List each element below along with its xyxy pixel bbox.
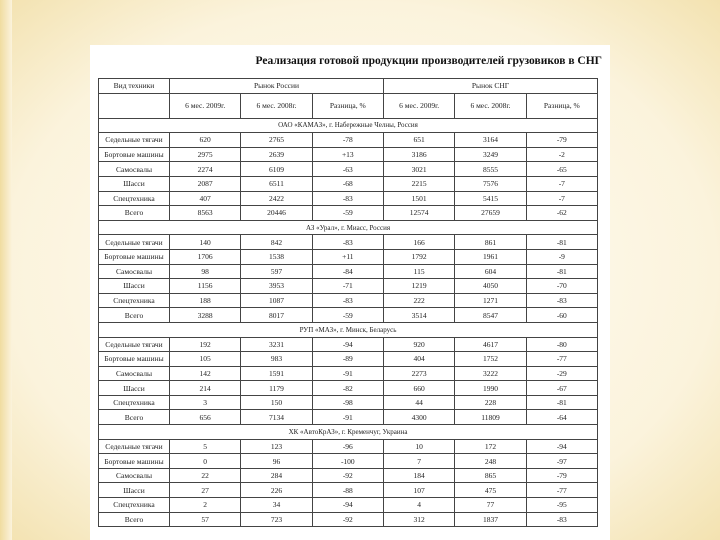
table-cell: 222	[383, 293, 454, 308]
table-cell: 651	[383, 133, 454, 148]
header-col: Разница, %	[312, 93, 383, 118]
table-cell: 140	[170, 235, 241, 250]
row-label: Самосвалы	[99, 468, 170, 483]
row-label: Бортовые машины	[99, 147, 170, 162]
table-cell: -94	[312, 337, 383, 352]
row-label: Самосвалы	[99, 264, 170, 279]
table-cell: -2	[526, 147, 597, 162]
sales-table	[98, 78, 598, 527]
table-cell: 8547	[455, 308, 526, 323]
table-cell: -95	[526, 498, 597, 513]
table-row	[99, 293, 598, 308]
table-cell: -29	[526, 366, 597, 381]
table-cell: 2	[170, 498, 241, 513]
table-cell: 184	[383, 468, 454, 483]
table-cell: -63	[312, 162, 383, 177]
table-cell: 2215	[383, 176, 454, 191]
header-russia: Рынок России	[170, 79, 384, 94]
table-cell: -71	[312, 279, 383, 294]
table-cell: -89	[312, 352, 383, 367]
table-cell: -78	[312, 133, 383, 148]
section-row	[99, 425, 598, 440]
table-row	[99, 147, 598, 162]
table-cell: 22	[170, 468, 241, 483]
table-cell: -97	[526, 454, 597, 469]
table-row	[99, 395, 598, 410]
table-cell: 407	[170, 191, 241, 206]
table-cell: 1271	[455, 293, 526, 308]
table-cell: -83	[312, 293, 383, 308]
table-row	[99, 264, 598, 279]
table-cell: 3231	[241, 337, 312, 352]
table-cell: -81	[526, 264, 597, 279]
row-label: Шасси	[99, 176, 170, 191]
section-title: РУП «МАЗ», г. Минск, Беларусь	[99, 322, 598, 337]
table-cell: 6511	[241, 176, 312, 191]
table-cell: 1591	[241, 366, 312, 381]
table-cell: -92	[312, 468, 383, 483]
table-row	[99, 410, 598, 425]
table-cell: 404	[383, 352, 454, 367]
table-cell: -67	[526, 381, 597, 396]
header-cis: Рынок СНГ	[383, 79, 597, 94]
table-cell: 1538	[241, 249, 312, 264]
table-cell: 96	[241, 454, 312, 469]
table-cell: 12574	[383, 206, 454, 221]
table-row	[99, 366, 598, 381]
section-row	[99, 118, 598, 133]
row-label: Бортовые машины	[99, 352, 170, 367]
row-label: Спецтехника	[99, 293, 170, 308]
table-cell: 2274	[170, 162, 241, 177]
table-cell: 861	[455, 235, 526, 250]
row-label: Бортовые машины	[99, 454, 170, 469]
table-cell: -70	[526, 279, 597, 294]
table-cell: 6109	[241, 162, 312, 177]
header-col: 6 мес. 2008г.	[455, 93, 526, 118]
header-empty	[99, 93, 170, 118]
row-label: Спецтехника	[99, 395, 170, 410]
table-cell: -60	[526, 308, 597, 323]
table-cell: 150	[241, 395, 312, 410]
table-cell: 3514	[383, 308, 454, 323]
section-row	[99, 220, 598, 235]
table-cell: -59	[312, 308, 383, 323]
section-title: ХК «АвтоКрАЗ», г. Кременчуг, Украина	[99, 425, 598, 440]
table-cell: 865	[455, 468, 526, 483]
table-cell: 11809	[455, 410, 526, 425]
table-cell: -96	[312, 439, 383, 454]
table-cell: 188	[170, 293, 241, 308]
table-cell: 20446	[241, 206, 312, 221]
header-row-2	[99, 93, 598, 118]
table-cell: 3	[170, 395, 241, 410]
table-cell: -62	[526, 206, 597, 221]
table-cell: 3953	[241, 279, 312, 294]
table-cell: 8563	[170, 206, 241, 221]
table-cell: 44	[383, 395, 454, 410]
table-cell: 192	[170, 337, 241, 352]
row-label: Всего	[99, 206, 170, 221]
table-cell: 920	[383, 337, 454, 352]
table-cell: -7	[526, 191, 597, 206]
table-cell: -94	[526, 439, 597, 454]
table-cell: 2422	[241, 191, 312, 206]
table-cell: -9	[526, 249, 597, 264]
row-label: Бортовые машины	[99, 249, 170, 264]
table-cell: 3164	[455, 133, 526, 148]
table-cell: 166	[383, 235, 454, 250]
table-cell: 1219	[383, 279, 454, 294]
header-row-1	[99, 79, 598, 94]
row-label: Всего	[99, 512, 170, 527]
table-row	[99, 381, 598, 396]
table-cell: 3186	[383, 147, 454, 162]
table-cell: -64	[526, 410, 597, 425]
table-cell: +13	[312, 147, 383, 162]
table-cell: -7	[526, 176, 597, 191]
table-cell: 115	[383, 264, 454, 279]
row-label: Всего	[99, 308, 170, 323]
table-cell: 214	[170, 381, 241, 396]
table-cell: +11	[312, 249, 383, 264]
table-cell: 1990	[455, 381, 526, 396]
table-cell: 604	[455, 264, 526, 279]
section-row	[99, 322, 598, 337]
table-cell: 723	[241, 512, 312, 527]
table-cell: 4617	[455, 337, 526, 352]
row-label: Самосвалы	[99, 162, 170, 177]
slide-decoration	[0, 0, 12, 540]
row-label: Шасси	[99, 279, 170, 294]
table-cell: 98	[170, 264, 241, 279]
table-row	[99, 279, 598, 294]
row-label: Самосвалы	[99, 366, 170, 381]
table-cell: 620	[170, 133, 241, 148]
table-cell: 8555	[455, 162, 526, 177]
table-cell: 226	[241, 483, 312, 498]
table-cell: -79	[526, 133, 597, 148]
table-cell: 284	[241, 468, 312, 483]
table-cell: 597	[241, 264, 312, 279]
page-title: Реализация готовой продукции производителей грузовиков в СНГ	[255, 55, 602, 67]
table-cell: 4300	[383, 410, 454, 425]
table-cell: 2087	[170, 176, 241, 191]
table-cell: -94	[312, 498, 383, 513]
table-row	[99, 308, 598, 323]
table-cell: -77	[526, 483, 597, 498]
table-cell: 7	[383, 454, 454, 469]
table-cell: 123	[241, 439, 312, 454]
table-cell: -83	[526, 512, 597, 527]
table-cell: 77	[455, 498, 526, 513]
row-label: Седельные тягачи	[99, 235, 170, 250]
header-col: 6 мес. 2008г.	[241, 93, 312, 118]
table-cell: 27	[170, 483, 241, 498]
table-cell: 2273	[383, 366, 454, 381]
header-kind: Вид техники	[99, 79, 170, 94]
table-cell: -65	[526, 162, 597, 177]
table-cell: 1501	[383, 191, 454, 206]
table-row	[99, 512, 598, 527]
table-cell: 7134	[241, 410, 312, 425]
table-cell: 105	[170, 352, 241, 367]
table-cell: -81	[526, 235, 597, 250]
table-cell: 983	[241, 352, 312, 367]
header-col: 6 мес. 2009г.	[170, 93, 241, 118]
table-cell: -98	[312, 395, 383, 410]
table-row	[99, 352, 598, 367]
table-cell: 57	[170, 512, 241, 527]
table-row	[99, 337, 598, 352]
scanned-table-sheet	[90, 45, 610, 540]
table-cell: 8017	[241, 308, 312, 323]
table-cell: -79	[526, 468, 597, 483]
table-cell: -82	[312, 381, 383, 396]
table-cell: 27659	[455, 206, 526, 221]
row-label: Седельные тягачи	[99, 133, 170, 148]
table-row	[99, 162, 598, 177]
row-label: Спецтехника	[99, 191, 170, 206]
table-cell: -83	[312, 191, 383, 206]
table-row	[99, 249, 598, 264]
table-cell: 142	[170, 366, 241, 381]
table-cell: 1792	[383, 249, 454, 264]
table-cell: -80	[526, 337, 597, 352]
table-cell: 5415	[455, 191, 526, 206]
row-label: Седельные тягачи	[99, 337, 170, 352]
table-cell: -92	[312, 512, 383, 527]
table-cell: -100	[312, 454, 383, 469]
table-cell: 5	[170, 439, 241, 454]
row-label: Спецтехника	[99, 498, 170, 513]
table-row	[99, 468, 598, 483]
table-cell: 4050	[455, 279, 526, 294]
table-row	[99, 133, 598, 148]
table-cell: 107	[383, 483, 454, 498]
table-row	[99, 176, 598, 191]
table-cell: -88	[312, 483, 383, 498]
table-cell: 656	[170, 410, 241, 425]
table-cell: 660	[383, 381, 454, 396]
table-cell: 1961	[455, 249, 526, 264]
table-cell: 3021	[383, 162, 454, 177]
table-cell: 2765	[241, 133, 312, 148]
table-cell: -91	[312, 366, 383, 381]
table-cell: -83	[526, 293, 597, 308]
table-cell: 1706	[170, 249, 241, 264]
table-cell: -81	[526, 395, 597, 410]
table-row	[99, 191, 598, 206]
section-title: ОАО «КАМАЗ», г. Набережные Челны, Россия	[99, 118, 598, 133]
table-cell: 3222	[455, 366, 526, 381]
table-cell: -84	[312, 264, 383, 279]
table-cell: 1179	[241, 381, 312, 396]
table-row	[99, 235, 598, 250]
table-cell: -77	[526, 352, 597, 367]
table-cell: 1087	[241, 293, 312, 308]
table-cell: 2639	[241, 147, 312, 162]
table-cell: 3249	[455, 147, 526, 162]
table-cell: -91	[312, 410, 383, 425]
table-cell: 842	[241, 235, 312, 250]
table-row	[99, 498, 598, 513]
table-cell: 172	[455, 439, 526, 454]
table-cell: 2975	[170, 147, 241, 162]
section-title: АЗ «Урал», г. Миасс, Россия	[99, 220, 598, 235]
table-cell: 475	[455, 483, 526, 498]
table-cell: -59	[312, 206, 383, 221]
table-cell: 228	[455, 395, 526, 410]
table-row	[99, 483, 598, 498]
table-cell: 34	[241, 498, 312, 513]
header-col: Разница, %	[526, 93, 597, 118]
row-label: Седельные тягачи	[99, 439, 170, 454]
table-cell: 1752	[455, 352, 526, 367]
table-row	[99, 206, 598, 221]
table-cell: 248	[455, 454, 526, 469]
table-cell: -68	[312, 176, 383, 191]
table-cell: 4	[383, 498, 454, 513]
table-cell: 10	[383, 439, 454, 454]
row-label: Шасси	[99, 483, 170, 498]
table-row	[99, 454, 598, 469]
table-cell: 312	[383, 512, 454, 527]
table-cell: 7576	[455, 176, 526, 191]
header-col: 6 мес. 2009г.	[383, 93, 454, 118]
table-cell: 0	[170, 454, 241, 469]
table-row	[99, 439, 598, 454]
row-label: Всего	[99, 410, 170, 425]
table-cell: 1837	[455, 512, 526, 527]
row-label: Шасси	[99, 381, 170, 396]
table-cell: 1156	[170, 279, 241, 294]
table-cell: 3288	[170, 308, 241, 323]
table-cell: -83	[312, 235, 383, 250]
